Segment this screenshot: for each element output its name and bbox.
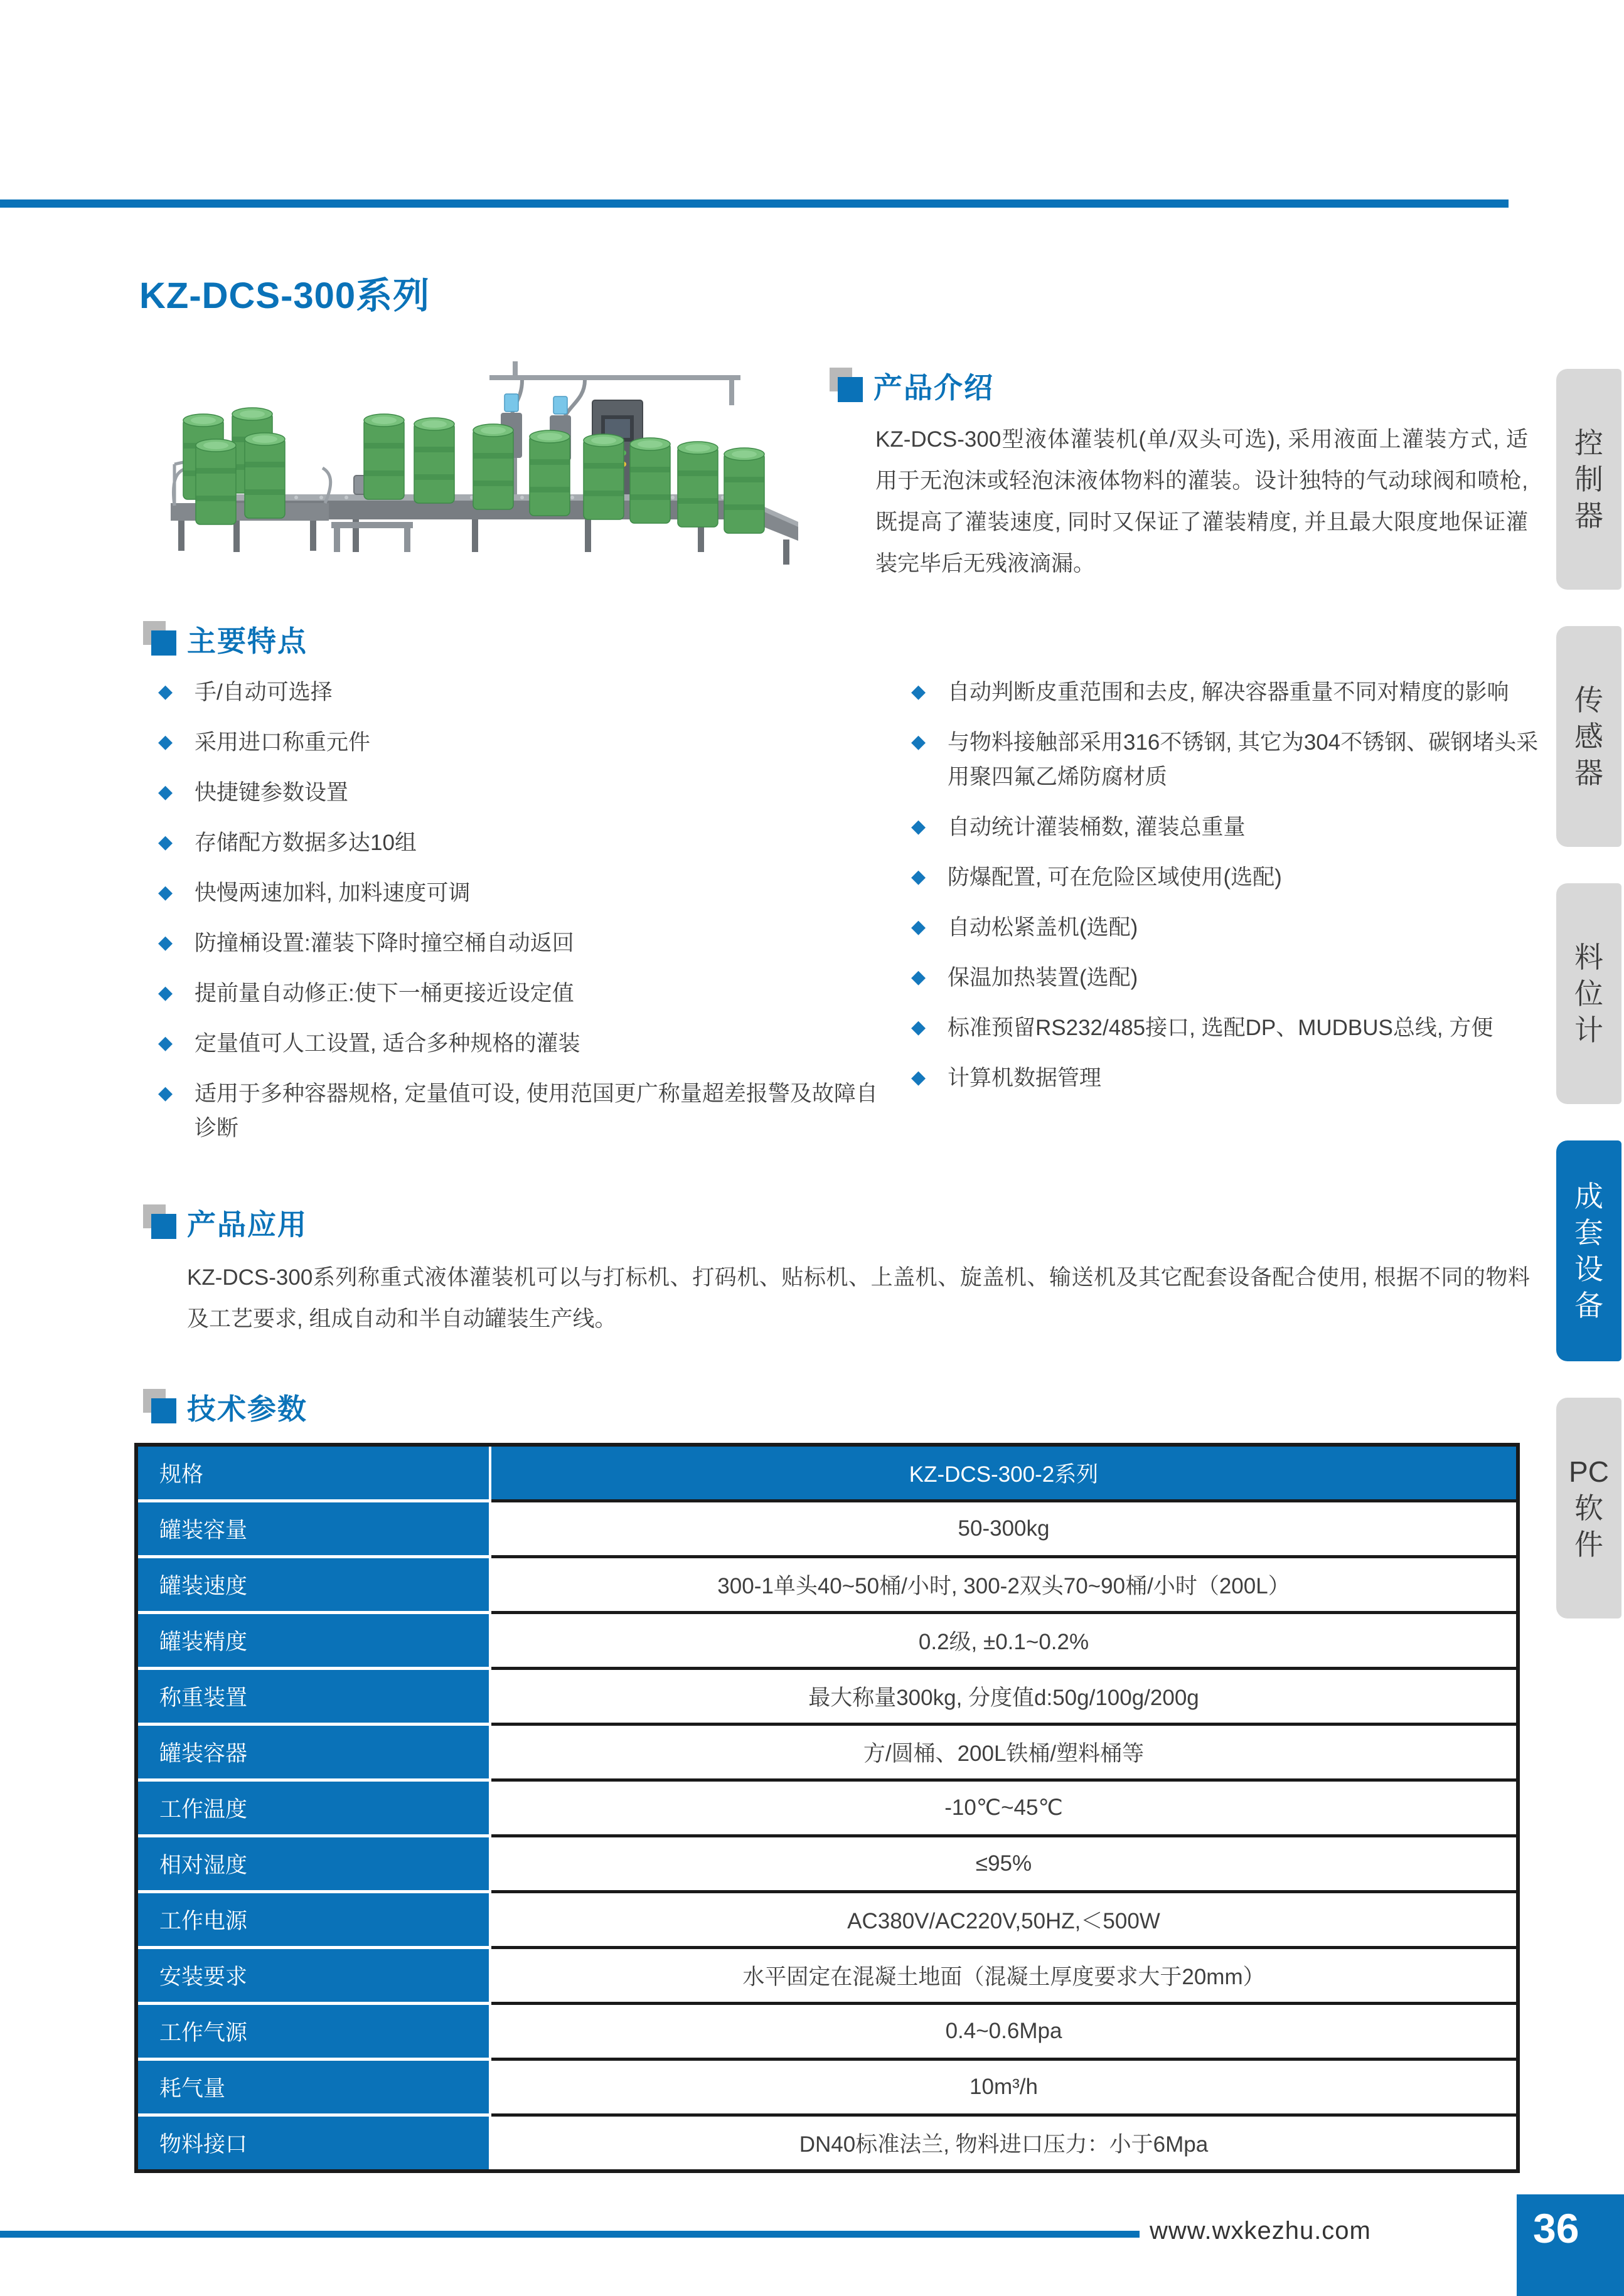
tab-label: 制	[1574, 463, 1603, 496]
specs-header-row	[138, 1447, 1516, 1502]
spec-label: 罐装精度	[138, 1614, 491, 1670]
intro-paragraph: KZ-DCS-300型液体灌装机(单/双头可选), 采用液面上灌装方式, 适用于无泡沫或轻泡沫液体物料的灌装。设计独特的气动球阀和喷枪, 既提高了灌装速度, 同时又保证了灌装精度, 并且最大限度地保证灌装完毕后无残液滴漏。	[875, 427, 1528, 576]
top-rule	[0, 199, 1509, 208]
tab-label: 件	[1574, 1528, 1603, 1561]
table-row	[138, 1726, 1516, 1782]
product-illustration	[146, 358, 803, 571]
section-bullet-icon	[143, 1204, 178, 1241]
tab-label: 备	[1574, 1289, 1603, 1322]
feature-item: ◆ 提前量自动修正:使下一桶更接近设定值	[158, 976, 892, 1011]
tab-label: 传	[1574, 684, 1603, 716]
table-row	[138, 1558, 1516, 1614]
spec-label: 工作温度	[138, 1782, 491, 1837]
spec-label: 规格	[138, 1447, 491, 1502]
features-left-list	[158, 675, 892, 1161]
feature-item: ◆ 保温加热装置(选配)	[911, 960, 1545, 995]
spec-label: 耗气量	[138, 2061, 491, 2117]
spec-value: 方/圆桶、200L铁桶/塑料桶等	[491, 1726, 1516, 1782]
page-number-box	[1517, 2194, 1624, 2296]
feature-item: ◆ 自动统计灌装桶数, 灌装总重量	[911, 810, 1545, 844]
table-row	[138, 2005, 1516, 2061]
tab-label: 感	[1574, 720, 1603, 753]
tab-sensor[interactable]	[1556, 626, 1621, 847]
tab-label: 器	[1574, 499, 1603, 532]
tab-complete-equipment[interactable]	[1556, 1140, 1621, 1361]
table-row	[138, 1837, 1516, 1893]
spec-value: KZ-DCS-300-2系列	[491, 1447, 1516, 1502]
spec-value: 最大称量300kg, 分度值d:50g/100g/200g	[491, 1670, 1516, 1726]
table-row	[138, 1502, 1516, 1558]
spec-value: 水平固定在混凝土地面（混凝土厚度要求大于20mm）	[491, 1949, 1516, 2005]
footer-rule	[0, 2231, 1140, 2238]
footer-website[interactable]: www.wxkezhu.com	[1150, 2217, 1371, 2245]
feature-item: ◆ 防撞桶设置:灌装下降时撞空桶自动返回	[158, 926, 892, 960]
section-header-specs	[143, 1386, 307, 1428]
spec-value: ≤95%	[491, 1837, 1516, 1893]
spec-value: 50-300kg	[491, 1502, 1516, 1558]
spec-value: -10℃~45℃	[491, 1782, 1516, 1837]
feature-item: ◆ 定量值可人工设置, 适合多种规格的灌装	[158, 1026, 892, 1061]
table-row	[138, 2117, 1516, 2169]
spec-value: 10m³/h	[491, 2061, 1516, 2117]
page-title: KZ-DCS-300系列	[139, 275, 430, 316]
spec-label: 罐装速度	[138, 1558, 491, 1614]
section-header-features	[143, 619, 307, 660]
table-row	[138, 2061, 1516, 2117]
tab-label: 软	[1574, 1492, 1603, 1524]
spec-value: DN40标准法兰, 物料进口压力：小于6Mpa	[491, 2117, 1516, 2169]
spec-value: 0.4~0.6Mpa	[491, 2005, 1516, 2061]
tab-label: 套	[1574, 1216, 1603, 1249]
feature-item: ◆ 防爆配置, 可在危险区域使用(选配)	[911, 860, 1545, 895]
application-heading: 产品应用	[187, 1208, 307, 1241]
section-header-application	[143, 1202, 307, 1243]
spec-value: AC380V/AC220V,50HZ,＜500W	[491, 1893, 1516, 1949]
specs-table	[134, 1443, 1520, 2173]
spec-label: 安装要求	[138, 1949, 491, 2005]
table-row	[138, 1782, 1516, 1837]
spec-value: 0.2级, ±0.1~0.2%	[491, 1614, 1516, 1670]
feature-item: ◆ 自动松紧盖机(选配)	[911, 910, 1545, 945]
tab-pc-software[interactable]	[1556, 1398, 1621, 1618]
tab-level-gauge[interactable]	[1556, 883, 1621, 1104]
tab-label: 控	[1574, 427, 1603, 459]
tab-label: PC	[1569, 1455, 1609, 1488]
tab-label: 料	[1574, 941, 1603, 974]
feature-item: ◆ 标准预留RS232/485接口, 选配DP、MUDBUS总线, 方便	[911, 1011, 1545, 1045]
table-row	[138, 1614, 1516, 1670]
section-bullet-icon	[143, 621, 178, 657]
feature-item: ◆ 手/自动可选择	[158, 675, 892, 710]
tab-label: 器	[1574, 757, 1603, 789]
spec-label: 物料接口	[138, 2117, 491, 2169]
spec-label: 工作气源	[138, 2005, 491, 2061]
table-row	[138, 1893, 1516, 1949]
intro-heading: 产品介绍	[873, 371, 994, 404]
tab-controller[interactable]	[1556, 369, 1621, 590]
table-row	[138, 1949, 1516, 2005]
tab-label: 设	[1574, 1253, 1603, 1285]
features-right-list	[911, 675, 1545, 1111]
section-header-intro	[830, 365, 994, 407]
feature-item: ◆ 快慢两速加料, 加料速度可调	[158, 876, 892, 910]
feature-item: ◆ 计算机数据管理	[911, 1061, 1545, 1095]
application-paragraph: KZ-DCS-300系列称重式液体灌装机可以与打标机、打码机、贴标机、上盖机、旋盖机、输送机及其它配套设备配合使用, 根据不同的物料及工艺要求, 组成自动和半自动罐装生产线。	[187, 1265, 1530, 1331]
section-bullet-icon	[830, 368, 865, 404]
spec-label: 罐装容器	[138, 1726, 491, 1782]
feature-item: ◆ 与物料接触部采用316不锈钢, 其它为304不锈钢、碳钢堵头采用聚四氟乙烯防腐材质	[911, 725, 1545, 794]
spec-label: 罐装容量	[138, 1502, 491, 1558]
features-heading: 主要特点	[187, 625, 307, 657]
tab-label: 成	[1574, 1180, 1603, 1213]
spec-label: 称重装置	[138, 1670, 491, 1726]
feature-item: ◆ 自动判断皮重范围和去皮, 解决容器重量不同对精度的影响	[911, 675, 1545, 710]
feature-item: ◆ 快捷键参数设置	[158, 775, 892, 810]
table-row	[138, 1670, 1516, 1726]
tab-label: 计	[1574, 1014, 1603, 1046]
feature-item: ◆ 采用进口称重元件	[158, 725, 892, 760]
page-number: 36	[1533, 2205, 1579, 2251]
spec-label: 相对湿度	[138, 1837, 491, 1893]
specs-heading: 技术参数	[187, 1393, 307, 1425]
feature-item: ◆ 存储配方数据多达10组	[158, 826, 892, 860]
spec-label: 工作电源	[138, 1893, 491, 1949]
tab-label: 位	[1574, 977, 1603, 1010]
spec-value: 300-1单头40~50桶/小时, 300-2双头70~90桶/小时（200L）	[491, 1558, 1516, 1614]
feature-item: ◆ 适用于多种容器规格, 定量值可设, 使用范国更广称量超差报警及故障自诊断	[158, 1076, 892, 1145]
section-bullet-icon	[143, 1389, 178, 1425]
